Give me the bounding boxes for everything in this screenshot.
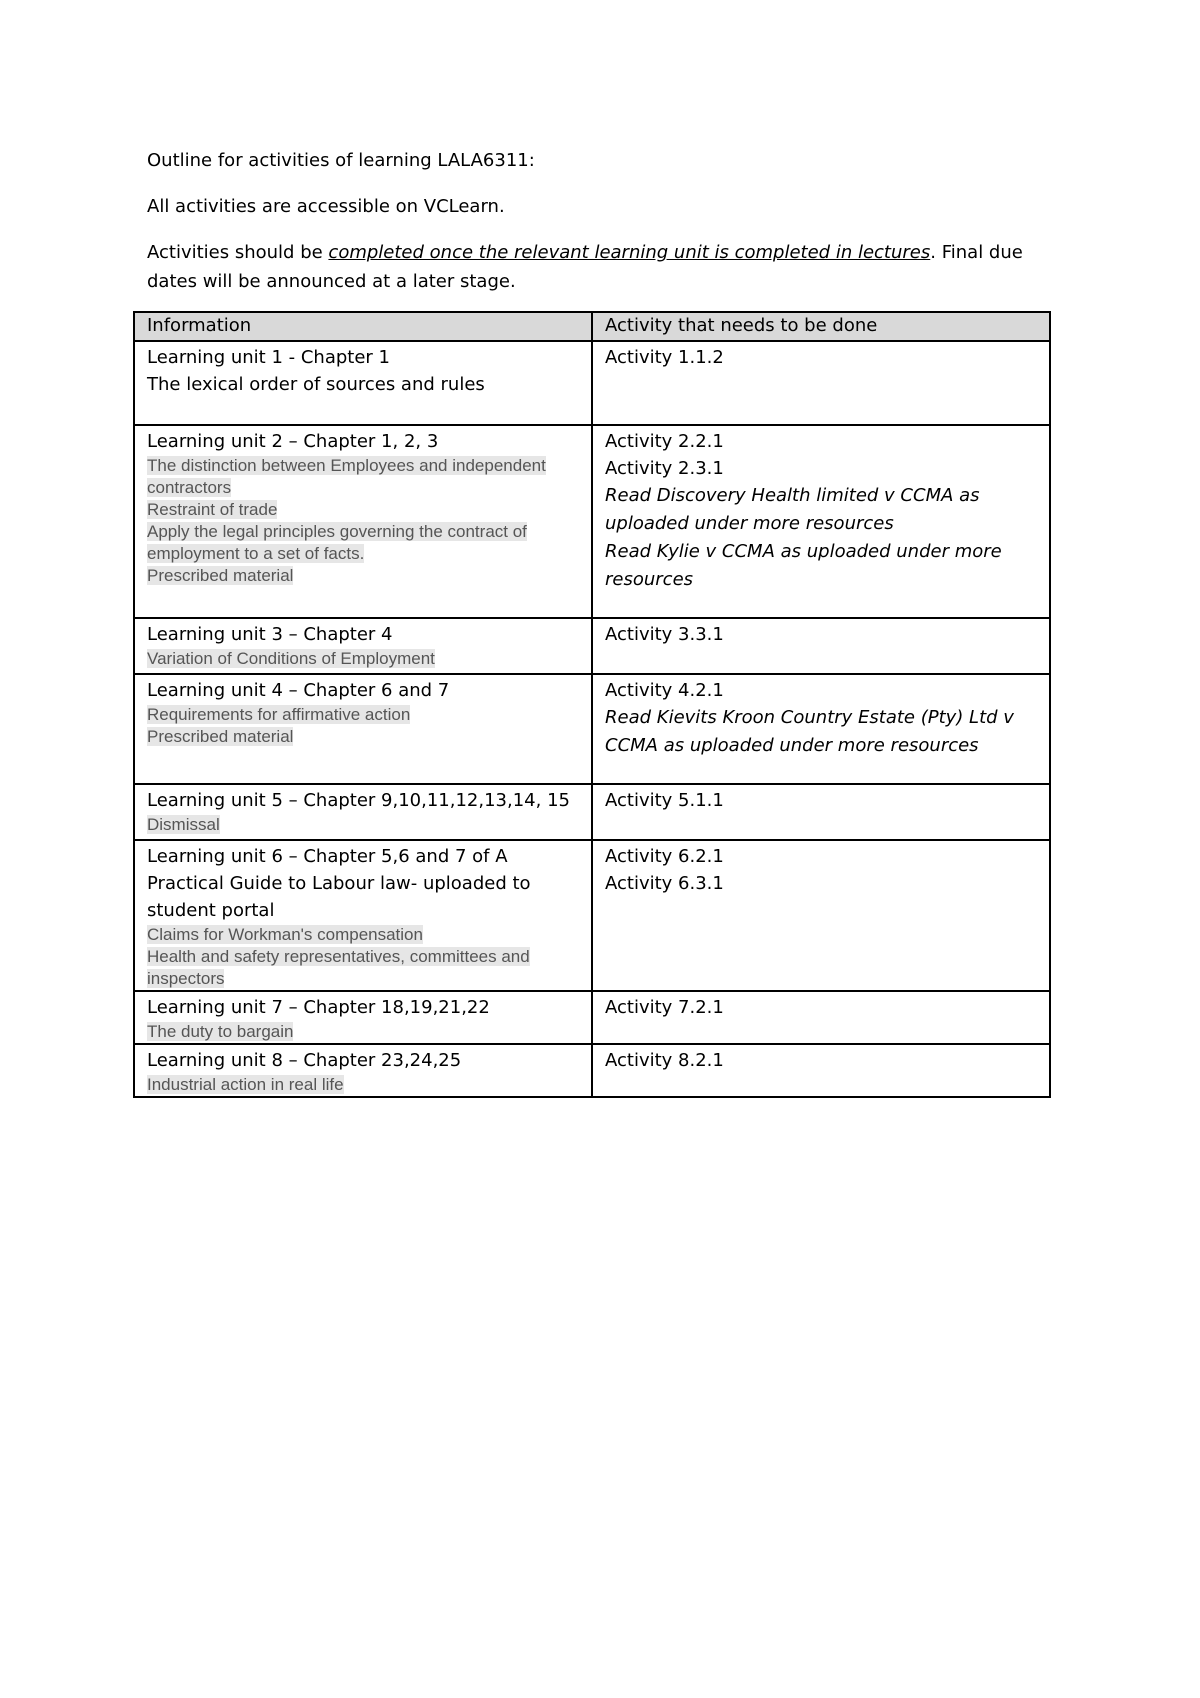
unit-topic: Requirements for affirmative action: [147, 705, 411, 724]
activity-cell: [592, 618, 1050, 674]
activity-cell: [592, 1044, 1050, 1097]
activity-item: Activity 6.2.1: [605, 846, 724, 867]
instruction-prefix: Activities should be: [147, 242, 329, 263]
reading-note: Read Kievits Kroon Country Estate (Pty) Ltd v CCMA as uploaded under more resources: [605, 707, 1014, 756]
unit-title: Learning unit 6 – Chapter 5,6 and 7 of A Practical Guide to Labour law- uploaded to student portal: [147, 846, 531, 921]
info-cell: [134, 674, 592, 784]
table-row: [134, 840, 1050, 991]
unit-topic: Prescribed material: [147, 727, 294, 746]
unit-title-continued: The lexical order of sources and rules: [147, 374, 485, 395]
activity-item: Activity 7.2.1: [605, 997, 724, 1018]
reading-note: Read Kylie v CCMA as uploaded under more resources: [605, 541, 1002, 590]
activity-item: Activity 1.1.2: [605, 347, 724, 368]
info-cell: [134, 840, 592, 991]
table-row: [134, 991, 1050, 1044]
table-row: [134, 618, 1050, 674]
unit-topic: Restraint of trade: [147, 500, 278, 519]
table-row: [134, 784, 1050, 840]
activity-item: Activity 3.3.1: [605, 624, 724, 645]
unit-topic: Industrial action in real life: [147, 1075, 344, 1094]
table-row: [134, 674, 1050, 784]
activity-item: Activity 4.2.1: [605, 680, 724, 701]
table-header-row: [134, 312, 1050, 341]
info-cell: [134, 991, 592, 1044]
unit-title: Learning unit 3 – Chapter 4: [147, 624, 393, 645]
activity-item: Activity 8.2.1: [605, 1050, 724, 1071]
intro-section: [147, 146, 1047, 313]
unit-title: Learning unit 5 – Chapter 9,10,11,12,13,14, 15: [147, 790, 570, 811]
accessibility-note: All activities are accessible on VCLearn.: [147, 196, 505, 217]
activity-cell: [592, 784, 1050, 840]
unit-topic: Variation of Conditions of Employment: [147, 649, 435, 668]
header-information: Information: [134, 312, 592, 341]
reading-note: Read Discovery Health limited v CCMA as uploaded under more resources: [605, 485, 980, 534]
unit-topic: Apply the legal principles governing the contract of employment to a set of facts.: [147, 522, 527, 563]
activity-item: Activity 6.3.1: [605, 873, 724, 894]
info-cell: [134, 618, 592, 674]
unit-topic: The distinction between Employees and independent contractors: [147, 456, 546, 497]
unit-topic: Prescribed material: [147, 566, 294, 585]
unit-title: Learning unit 7 – Chapter 18,19,21,22: [147, 997, 490, 1018]
activity-cell: [592, 991, 1050, 1044]
activity-cell: [592, 341, 1050, 425]
activity-cell: [592, 840, 1050, 991]
table-row: [134, 1044, 1050, 1097]
info-cell: [134, 425, 592, 618]
activity-cell: [592, 674, 1050, 784]
header-activity: Activity that needs to be done: [592, 312, 1050, 341]
document-heading: Outline for activities of learning LALA6311:: [147, 150, 535, 171]
unit-topic: Health and safety representatives, committees and inspectors: [147, 947, 530, 988]
activity-cell: [592, 425, 1050, 618]
table-row: [134, 341, 1050, 425]
info-cell: [134, 1044, 592, 1097]
activity-item: Activity 2.3.1: [605, 458, 724, 479]
info-cell: [134, 341, 592, 425]
unit-title: Learning unit 4 – Chapter 6 and 7: [147, 680, 450, 701]
unit-title: Learning unit 2 – Chapter 1, 2, 3: [147, 431, 439, 452]
unit-topic: Dismissal: [147, 815, 220, 834]
info-cell: [134, 784, 592, 840]
instruction-emphasis: completed once the relevant learning unit is completed in lectures: [328, 242, 931, 263]
instruction-suffix: . Final due dates will be announced at a later stage.: [147, 242, 1023, 292]
table-row: [134, 425, 1050, 618]
activities-table: [133, 311, 1051, 1098]
unit-title: Learning unit 1 - Chapter 1: [147, 347, 390, 368]
unit-topic: Claims for Workman's compensation: [147, 925, 423, 944]
activity-item: Activity 2.2.1: [605, 431, 724, 452]
unit-title: Learning unit 8 – Chapter 23,24,25: [147, 1050, 462, 1071]
instruction-paragraph: [147, 238, 1047, 296]
activity-item: Activity 5.1.1: [605, 790, 724, 811]
unit-topic: The duty to bargain: [147, 1022, 294, 1041]
